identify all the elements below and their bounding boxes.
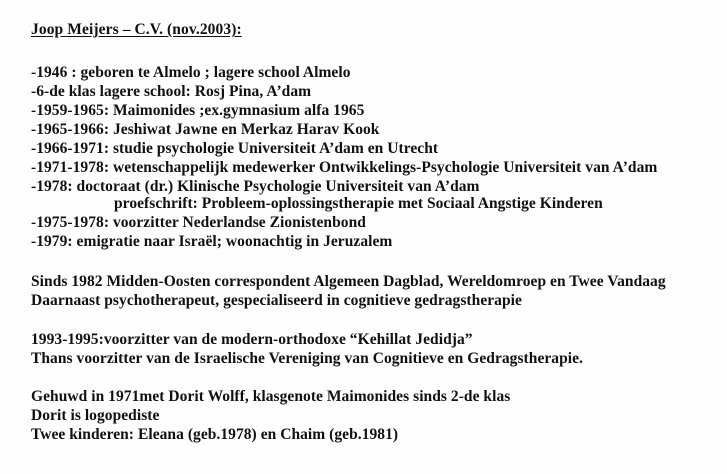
career-line: Daarnaast psychotherapeut, gespecialiseerd in cognitieve gedragstherapie bbox=[31, 292, 522, 309]
family-line: Dorit is logopediste bbox=[31, 407, 160, 424]
timeline-line: -1975-1978: voorzitter Nederlandse Zionistenbond bbox=[31, 214, 366, 231]
organization-line: 1993-1995:voorzitter van de modern-orthodoxe “Kehillat Jedidja” bbox=[31, 331, 473, 348]
timeline-line-dissertation: proefschrift: Probleem-oplossingstherapie met Sociaal Angstige Kinderen bbox=[114, 195, 603, 212]
family-line: Twee kinderen: Eleana (geb.1978) en Chaim (geb.1981) bbox=[31, 426, 399, 443]
timeline-line: -1946 : geboren te Almelo ; lagere school Almelo bbox=[31, 64, 351, 81]
timeline-line: -6-de klas lagere school: Rosj Pina, A’dam bbox=[31, 83, 312, 100]
timeline-line: -1966-1971: studie psychologie Universiteit A’dam en Utrecht bbox=[31, 140, 439, 157]
career-line: Sinds 1982 Midden-Oosten correspondent Algemeen Dagblad, Wereldomroep en Twee Vandaag bbox=[31, 273, 666, 290]
family-line: Gehuwd in 1971met Dorit Wolff, klasgenote Maimonides sinds 2-de klas bbox=[31, 388, 511, 405]
timeline-line: -1979: emigratie naar Israël; woonachtig in Jeruzalem bbox=[31, 233, 393, 250]
organization-line: Thans voorzitter van de Israelische Vereniging van Cognitieve en Gedragstherapie. bbox=[31, 350, 583, 367]
timeline-line: -1959-1965: Maimonides ;ex.gymnasium alfa 1965 bbox=[31, 102, 365, 119]
timeline-line: -1978: doctoraat (dr.) Klinische Psychologie Universiteit van A’dam bbox=[31, 178, 480, 195]
timeline-line: -1965-1966: Jeshiwat Jawne en Merkaz Harav Kook bbox=[31, 121, 380, 138]
document-title: Joop Meijers – C.V. (nov.2003): bbox=[31, 21, 242, 38]
timeline-line: -1971-1978: wetenschappelijk medewerker Ontwikkelings-Psychologie Universiteit van A’dam bbox=[31, 159, 658, 176]
